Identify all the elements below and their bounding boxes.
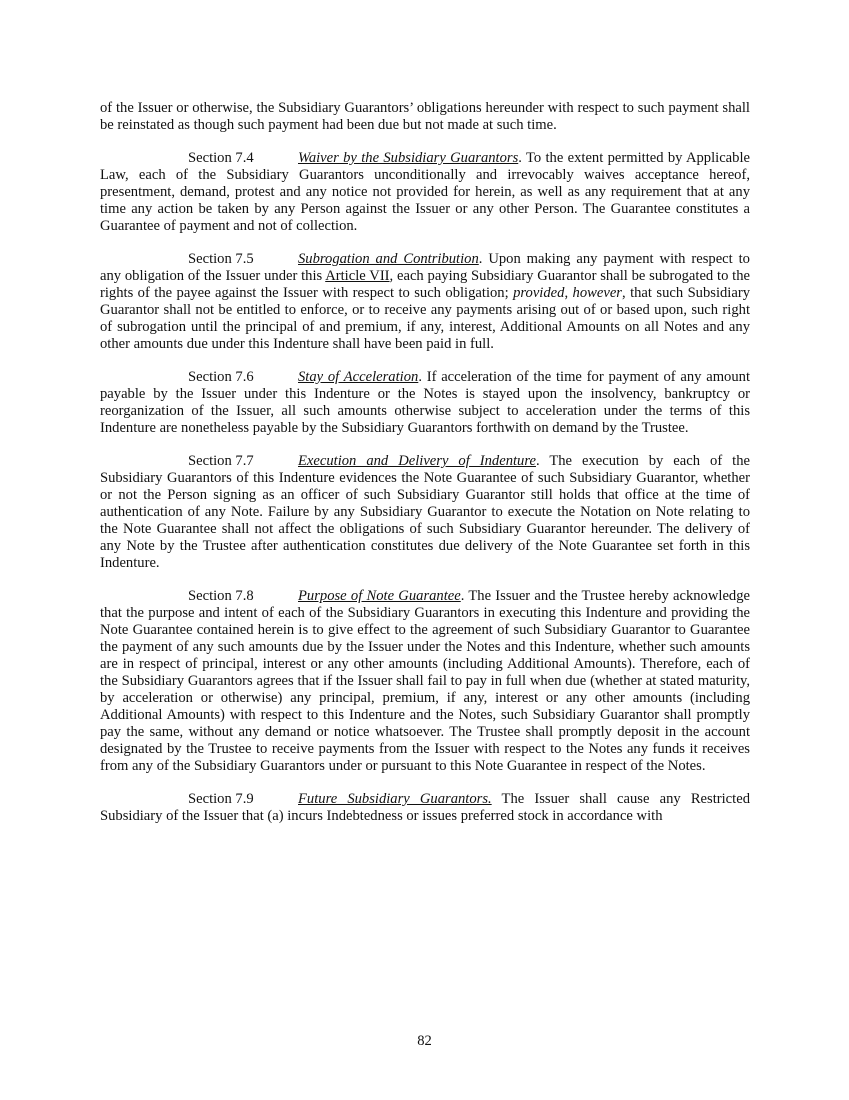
section-heading: Purpose of Note Guarantee (298, 588, 461, 604)
section-body: . The execution by each of the Subsidiary Guarantors of this Indenture evidences the Note Guarantee of such Subsidiary Guarantor, whether or not the Person signing as an officer of such Subsidiary Guarantor still holds that office at the time of authentication of any Note. Failure by any Subsidiary Guarantor to execute the Notation on Note relating to the Note Guarantee shall not affect the obligations of such Subsidiary Guarantor hereunder. The delivery of any Note by the Trustee after authentication constitutes due delivery of the Note Guarantee set forth in this Indenture. (100, 453, 750, 571)
emphasis-however: however (572, 285, 622, 301)
section-body: , that such Subsidiary Guarantor shall not be entitled to enforce, or to receive any payments arising out of or based upon, such right of subrogation until the principal of and premium, if any, interest, Additional Amounts on all Notes and any other amounts due under this Indenture shall have been paid in full. (100, 285, 750, 352)
section-body: The Issuer shall cause any Restricted Subsidiary of the Issuer that (a) incurs Indebtedness or issues preferred stock in accordance with (100, 791, 750, 824)
section-body: , (564, 285, 573, 301)
section-heading: Execution and Delivery of Indenture (298, 453, 536, 469)
document-page (100, 100, 750, 841)
section-7-8 (100, 588, 750, 775)
section-7-4 (100, 150, 750, 235)
section-7-5 (100, 251, 750, 353)
section-body: . To the extent permitted by Applicable Law, each of the Subsidiary Guarantors unconditionally and irrevocably waives acceptance hereof, presentment, demand, protest and any notice not provided for herein, as well as any requirement that at any time any action be taken by any Person against the Issuer or any other Person. The Guarantee constitutes a Guarantee of payment and not of collection. (100, 150, 750, 234)
section-heading: Subrogation and Contribution (298, 251, 479, 267)
section-7-6 (100, 369, 750, 437)
section-7-9 (100, 791, 750, 825)
section-7-7 (100, 453, 750, 572)
section-body: . The Issuer and the Trustee hereby acknowledge that the purpose and intent of each of the Subsidiary Guarantors in executing this Indenture and providing the Note Guarantee contained herein is to give effect to the agreement of such Subsidiary Guarantor to Guarantee the payment of any such amounts due by the Issuer under the Notes and this Indenture, whether such amounts are in respect of principal, interest or any other amounts (including Additional Amounts). Therefore, each of the Subsidiary Guarantors agrees that if the Issuer shall fail to pay in full when due (whether at stated maturity, by acceleration or otherwise) any principal, premium, if any, interest or any other amounts (including Additional Amounts) with respect to this Indenture and the Notes, such Subsidiary Guarantor shall promptly pay the same, without any demand or notice whatsoever. The Trustee shall promptly deposit in the account designated by the Trustee to receive payments from the Issuer with respect to the Notes any funds it receives from any of the Subsidiary Guarantors under or pursuant to this Note Guarantee in respect of the Notes. (100, 588, 750, 774)
section-number: Section 7.5 (188, 251, 254, 267)
continuation-text: of the Issuer or otherwise, the Subsidiary Guarantors’ obligations hereunder with respect to such payment shall be reinstated as though such payment had been due but not made at such time. (100, 100, 750, 133)
article-reference-link[interactable]: Article VII (325, 268, 390, 284)
section-body: . Upon making any payment with respect to any obligation of the Issuer under this (100, 251, 750, 284)
section-heading: Future Subsidiary Guarantors. (298, 791, 492, 807)
section-heading: Stay of Acceleration (298, 369, 419, 385)
section-heading: Waiver by the Subsidiary Guarantors (298, 150, 519, 166)
section-number: Section 7.9 (188, 791, 254, 807)
section-number: Section 7.8 (188, 588, 254, 604)
section-number: Section 7.4 (188, 150, 254, 166)
emphasis-provided: provided (513, 285, 565, 301)
section-body: , each paying Subsidiary Guarantor shall be subrogated to the rights of the payee against the Issuer with respect to such obligation; (100, 268, 751, 301)
section-body: . If acceleration of the time for payment of any amount payable by the Issuer under this Indenture or the Notes is stayed upon the insolvency, bankruptcy or reorganization of the Issuer, all such amounts otherwise subject to acceleration under the terms of this Indenture are nonetheless payable by the Subsidiary Guarantors forthwith on demand by the Trustee. (100, 369, 750, 436)
page-number: 82 (417, 1033, 432, 1049)
section-number: Section 7.7 (188, 453, 254, 469)
section-number: Section 7.6 (188, 369, 254, 385)
continuation-paragraph (100, 100, 750, 134)
